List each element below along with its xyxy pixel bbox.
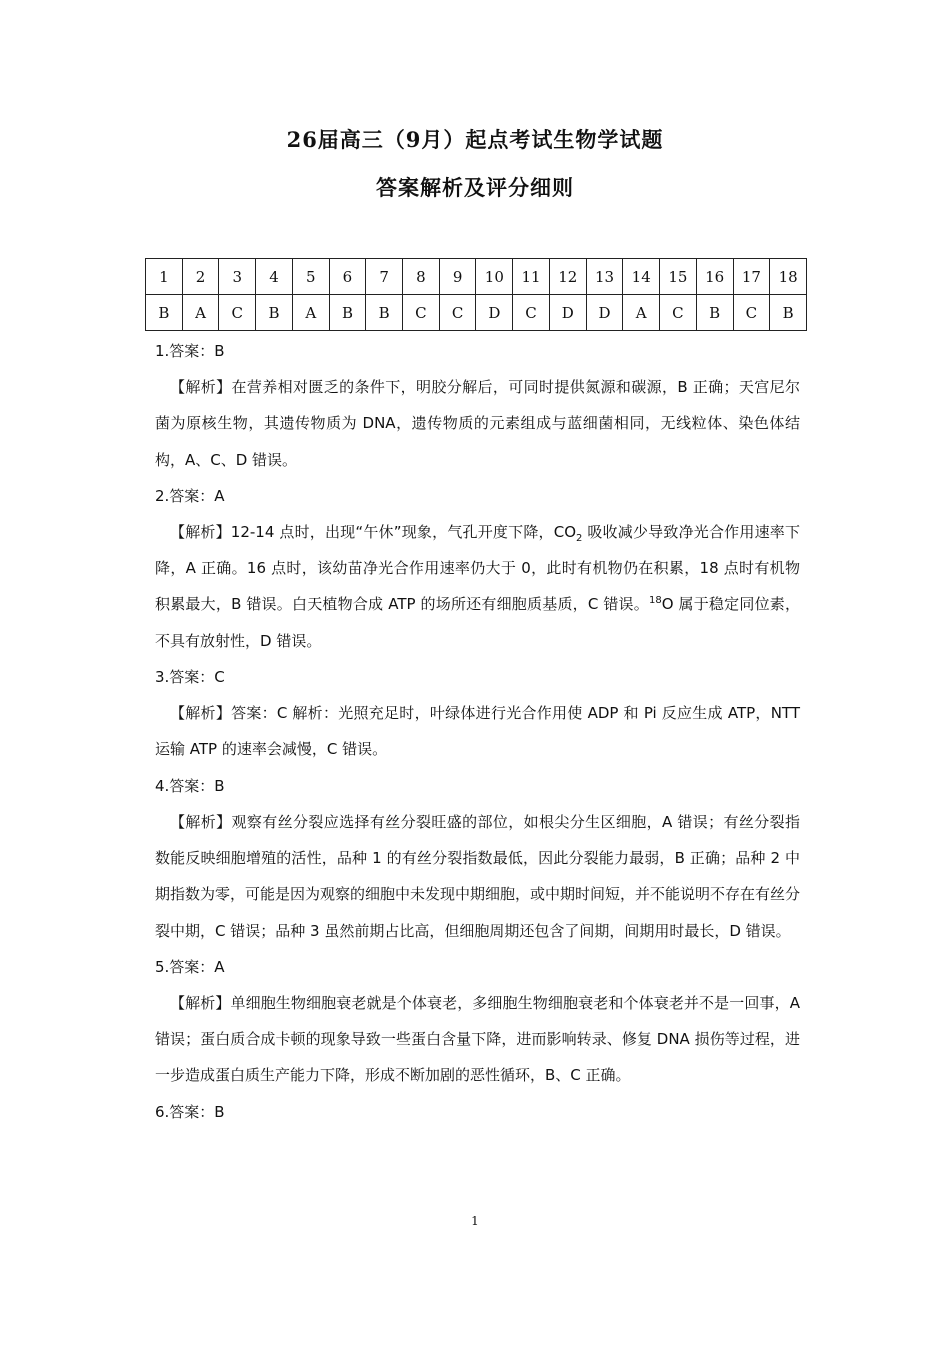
- question-number-cell: 6: [329, 259, 366, 295]
- answer-letter-cell: C: [439, 295, 476, 331]
- answer-letter-cell: C: [660, 295, 697, 331]
- answer-table: [145, 258, 807, 331]
- question-number-cell: 5: [292, 259, 329, 295]
- answer-letter-cell: D: [586, 295, 623, 331]
- co2-subscript: 2: [576, 532, 583, 544]
- answer-letter-cell: C: [219, 295, 256, 331]
- answer-letter-cell: B: [146, 295, 183, 331]
- answer-table-number-row: [146, 259, 807, 295]
- analysis-2-part-3: O 属于稳定同位素，不具有放射性，D 错误。: [155, 595, 801, 650]
- analysis-4: 【解析】观察有丝分裂应选择有丝分裂旺盛的部位，如根尖分生区细胞，A 错误；有丝分裂指数能反映细胞增殖的活性，品种 1 的有丝分裂指数最低，因此分裂能力最弱，B 正确；品种 2 中期指数为零，可能是因为观察的细胞中未发现中期细胞，或中期时间短，并不能说明不存在有丝分裂中期，C 错误；品种 3 虽然前期占比高，但细胞周期还包含了间期，间期用时最长，D 错误。: [155, 812, 801, 940]
- answer-letter-cell: B: [366, 295, 403, 331]
- answer-table-answer-row: [146, 295, 807, 331]
- question-number-cell: 4: [256, 259, 293, 295]
- answer-line-1: 1.答案：B: [155, 342, 225, 360]
- question-number-cell: 14: [623, 259, 660, 295]
- answer-explanations: [155, 333, 800, 1130]
- question-number-cell: 18: [770, 259, 807, 295]
- question-number-cell: 8: [403, 259, 440, 295]
- answer-letter-cell: B: [770, 295, 807, 331]
- question-number-cell: 7: [366, 259, 403, 295]
- question-number-cell: 10: [476, 259, 513, 295]
- answer-letter-cell: D: [476, 295, 513, 331]
- isotope-superscript: 18: [648, 595, 662, 607]
- analysis-2-part-2: 吸收减少导致净光合作用速率下降，A 正确。16 点时，该幼苗净光合作用速率仍大于 0，此时有机物仍在积累，18 点时有机物积累最大，B 错误。白天植物合成 ATP 的场所还有细胞质基质，C 错误。: [155, 522, 800, 614]
- answer-line-5: 5.答案：A: [155, 957, 225, 976]
- answer-letter-cell: A: [292, 295, 329, 331]
- answer-letter-cell: C: [733, 295, 770, 331]
- answer-line-6: 6.答案：B: [155, 1102, 225, 1121]
- analysis-1: 【解析】在营养相对匮乏的条件下，明胶分解后，可同时提供氮源和碳源，B 正确；天宫尼尔菌为原核生物，其遗传物质为 DNA，遗传物质的元素组成与蓝细菌相同，无线粒体、染色体结构，A、C、D 错误。: [155, 378, 800, 469]
- question-number-cell: 2: [182, 259, 219, 295]
- answer-letter-cell: B: [256, 295, 293, 331]
- question-number-cell: 1: [146, 259, 183, 295]
- question-number-cell: 17: [733, 259, 770, 295]
- answer-letter-cell: A: [182, 295, 219, 331]
- analysis-3: 【解析】答案：C 解析：光照充足时，叶绿体进行光合作用使 ADP 和 Pi 反应生成 ATP，NTT 运输 ATP 的速率会减慢，C 错误。: [155, 704, 800, 759]
- answer-letter-cell: C: [403, 295, 440, 331]
- answer-letter-cell: D: [549, 295, 586, 331]
- answer-letter-cell: C: [513, 295, 550, 331]
- answer-letter-cell: A: [623, 295, 660, 331]
- page-title: 26届高三（9月）起点考试生物学试题: [286, 127, 664, 152]
- answer-line-4: 4.答案：B: [155, 776, 225, 795]
- answer-letter-cell: B: [696, 295, 733, 331]
- answer-letter-cell: B: [329, 295, 366, 331]
- question-number-cell: 12: [549, 259, 586, 295]
- page-number: 1: [471, 1214, 479, 1228]
- analysis-5: 【解析】单细胞生物细胞衰老就是个体衰老，多细胞生物细胞衰老和个体衰老并不是一回事，A 错误；蛋白质合成卡顿的现象导致一些蛋白含量下降，进而影响转录、修复 DNA 损伤等过程，进一步造成蛋白质生产能力下降，形成不断加剧的恶性循环，B、C 正确。: [155, 993, 800, 1085]
- analysis-2-part-1: 【解析】12-14 点时，出现“午休”现象，气孔开度下降，CO: [170, 522, 577, 541]
- answer-line-3: 3.答案：C: [155, 668, 225, 687]
- answer-line-2: 2.答案：A: [155, 486, 225, 505]
- question-number-cell: 13: [586, 259, 623, 295]
- question-number-cell: 16: [696, 259, 733, 295]
- question-number-cell: 11: [513, 259, 550, 295]
- question-number-cell: 15: [660, 259, 697, 295]
- page-subtitle: 答案解析及评分细则: [376, 175, 574, 200]
- analysis-2: [155, 514, 800, 659]
- question-number-cell: 3: [219, 259, 256, 295]
- question-number-cell: 9: [439, 259, 476, 295]
